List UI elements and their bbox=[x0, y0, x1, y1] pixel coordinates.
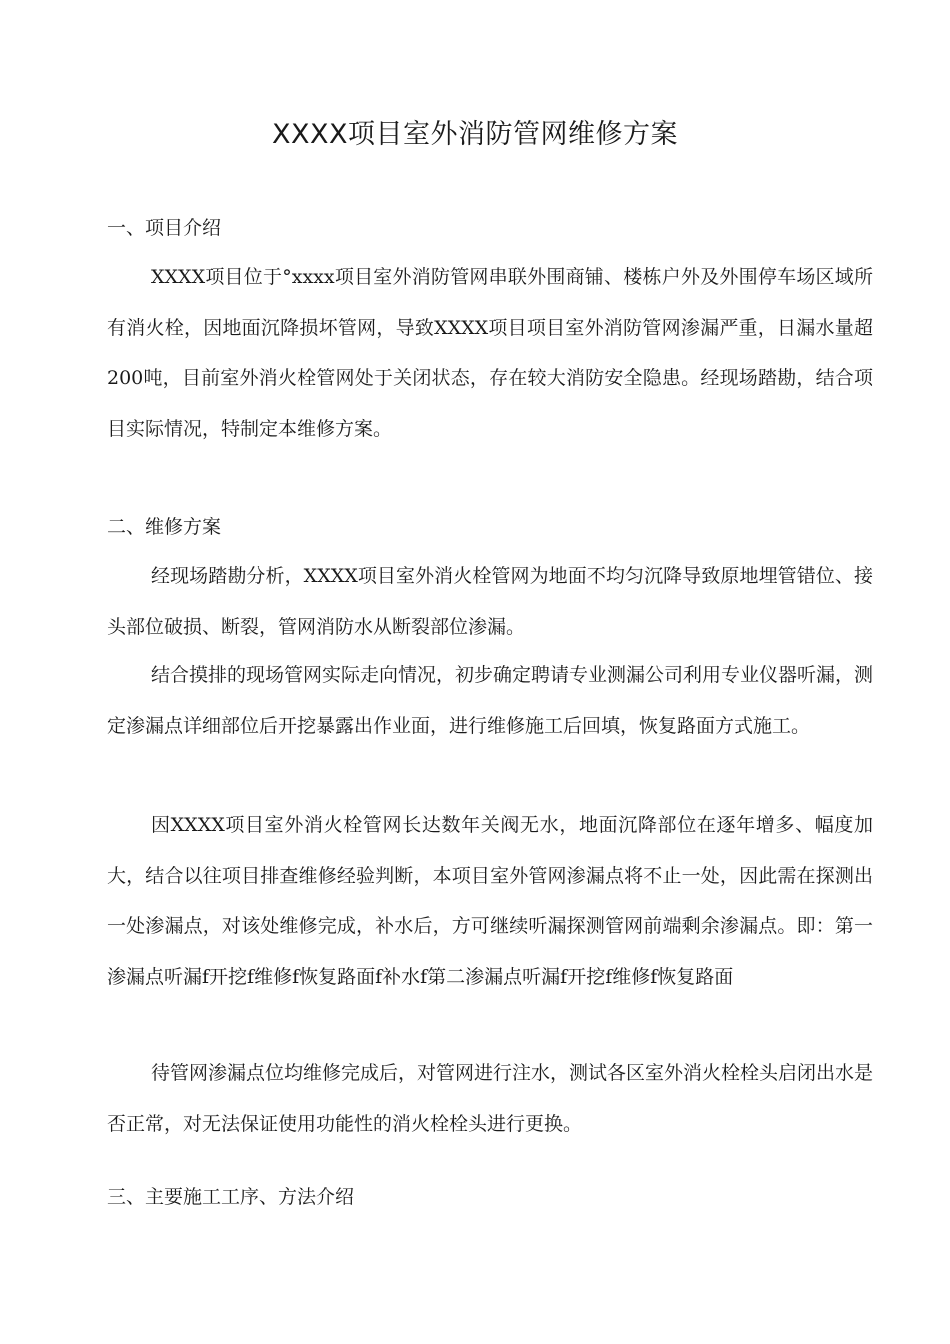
document-title: XXXX项目室外消防管网维修方案 bbox=[272, 119, 678, 150]
section-heading-repair-plan: 二、维修方案 bbox=[107, 516, 222, 538]
paragraph-repair-testing: 待管网渗漏点位均维修完成后，对管网进行注水，测试各区室外消火栓栓头启闭出水是否正常，对无法保证使用功能性的消火栓栓头进行更换。 bbox=[107, 1062, 874, 1135]
paragraph-repair-method: 结合摸排的现场管网实际走向情况，初步确定聘请专业测漏公司利用专业仪器听漏，测定渗漏点详细部位后开挖暴露出作业面，进行维修施工后回填，恢复路面方式施工。 bbox=[107, 664, 874, 737]
paragraph-repair-sequence: 因XXXX项目室外消火栓管网长达数年关阀无水，地面沉降部位在逐年增多、幅度加大，结合以往项目排查维修经验判断，本项目室外管网渗漏点将不止一处，因此需在探测出一处渗漏点，对该处维修完成，补水后，方可继续听漏探测管网前端剩余渗漏点。即：第一渗漏点听漏f开挖f维修f恢复路面f补水f第二渗漏点听漏f开挖f维修f恢复路面 bbox=[107, 814, 873, 988]
section-heading-construction-process: 三、主要施工工序、方法介绍 bbox=[107, 1186, 355, 1208]
paragraph-repair-analysis: 经现场踏勘分析，XXXX项目室外消火栓管网为地面不均匀沉降导致原地埋管错位、接头部位破损、断裂，管网消防水从断裂部位渗漏。 bbox=[107, 565, 873, 638]
section-heading-intro: 一、项目介绍 bbox=[107, 217, 222, 239]
paragraph-project-intro: XXXX项目位于°xxxx项目室外消防管网串联外围商铺、楼栋户外及外围停车场区域所有消火栓，因地面沉降损坏管网，导致XXXX项目项目室外消防管网渗漏严重，日漏水量超200吨，目前室外消火栓管网处于关闭状态，存在较大消防安全隐患。经现场踏勘，结合项目实际情况，特制定本维修方案。 bbox=[107, 266, 873, 440]
